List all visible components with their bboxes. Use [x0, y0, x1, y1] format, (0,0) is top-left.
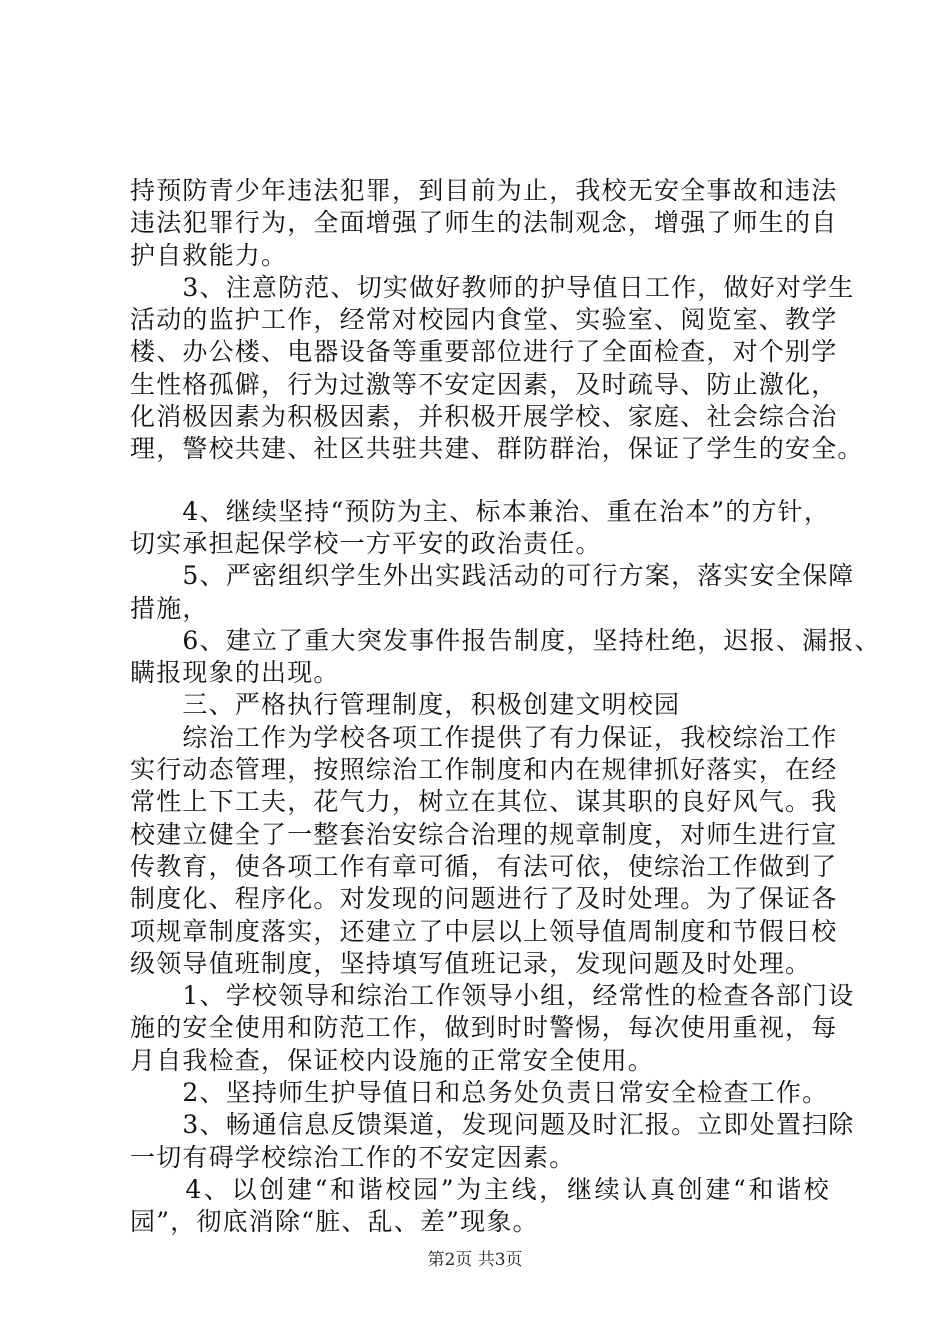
text-line: 级领导值班制度，坚持填写值班记录，发现问题及时处理。	[130, 948, 812, 978]
text-line: 制度化、程序化。对发现的问题进行了及时处理。为了保证各	[130, 884, 838, 914]
text-line: 2、坚持师生护导值日和总务处负责日常安全检查工作。	[130, 1078, 829, 1108]
text-line: 三、严格执行管理制度，积极创建文明校园	[130, 690, 681, 720]
text-line: 瞒报现象的出现。	[130, 658, 340, 688]
text-line: 项规章制度落实，还建立了中层以上领导值周制度和节假日校	[130, 916, 838, 946]
page-footer: 第2页 共3页	[427, 1250, 523, 1270]
text-line: 4、继续坚持“预防为主、标本兼治、重在治本”的方针，	[130, 496, 831, 526]
text-line: 理，警校共建、社区共驻共建、群防群治，保证了学生的安全。	[130, 434, 864, 464]
text-line: 护自救能力。	[130, 240, 288, 270]
text-line: 实行动态管理，按照综治工作制度和内在规律抓好落实，在经	[130, 755, 838, 785]
text-line: 1、学校领导和综治工作领导小组，经常性的检查各部门设	[130, 981, 855, 1011]
text-line: 一切有碍学校综治工作的不安定因素。	[130, 1142, 576, 1172]
text-line: 活动的监护工作，经常对校园内食堂、实验室、阅览室、教学	[130, 305, 838, 335]
text-line: 传教育，使各项工作有章可循，有法可依，使综治工作做到了	[130, 851, 838, 881]
paragraph-gap	[130, 466, 830, 496]
text-line: 3、畅通信息反馈渠道，发现问题及时汇报。立即处置扫除	[130, 1110, 855, 1140]
text-line: 3、注意防范、切实做好教师的护导值日工作，做好对学生	[130, 272, 855, 302]
text-line: 综治工作为学校各项工作提供了有力保证，我校综治工作	[130, 722, 838, 752]
text-line: 化消极因素为积极因素，并积极开展学校、家庭、社会综合治	[130, 402, 838, 432]
text-line: 措施，	[130, 593, 209, 623]
text-line: 楼、办公楼、电器设备等重要部位进行了全面检查，对个别学	[130, 337, 838, 367]
text-line: 生性格孤僻，行为过激等不安定因素，及时疏导、防止激化，	[130, 369, 838, 399]
document-body	[130, 175, 881, 1239]
text-line: 切实承担起保学校一方平安的政治责任。	[130, 528, 602, 558]
text-line: 月自我检查，保证校内设施的正常安全使用。	[130, 1045, 655, 1075]
text-line: 违法犯罪行为，全面增强了师生的法制观念，增强了师生的自	[130, 208, 838, 238]
text-line: 常性上下工夫，花气力，树立在其位、谋其职的良好风气。我	[130, 787, 838, 817]
text-line: 施的安全使用和防范工作，做到时时警惕，每次使用重视，每	[130, 1013, 838, 1043]
text-line: 校建立健全了一整套治安综合治理的规章制度，对师生进行宣	[130, 819, 838, 849]
text-line: 4、以创建“和谐校园”为主线，继续认真创建“和谐校	[130, 1174, 830, 1204]
text-line: 6、建立了重大突发事件报告制度，坚持杜绝，迟报、漏报、	[130, 625, 881, 655]
text-line: 园”，彻底消除“脏、乱、差”现象。	[130, 1207, 539, 1237]
text-line: 5、严密组织学生外出实践活动的可行方案，落实安全保障	[130, 561, 855, 591]
text-line: 持预防青少年违法犯罪，到目前为止，我校无安全事故和违法	[130, 176, 838, 205]
